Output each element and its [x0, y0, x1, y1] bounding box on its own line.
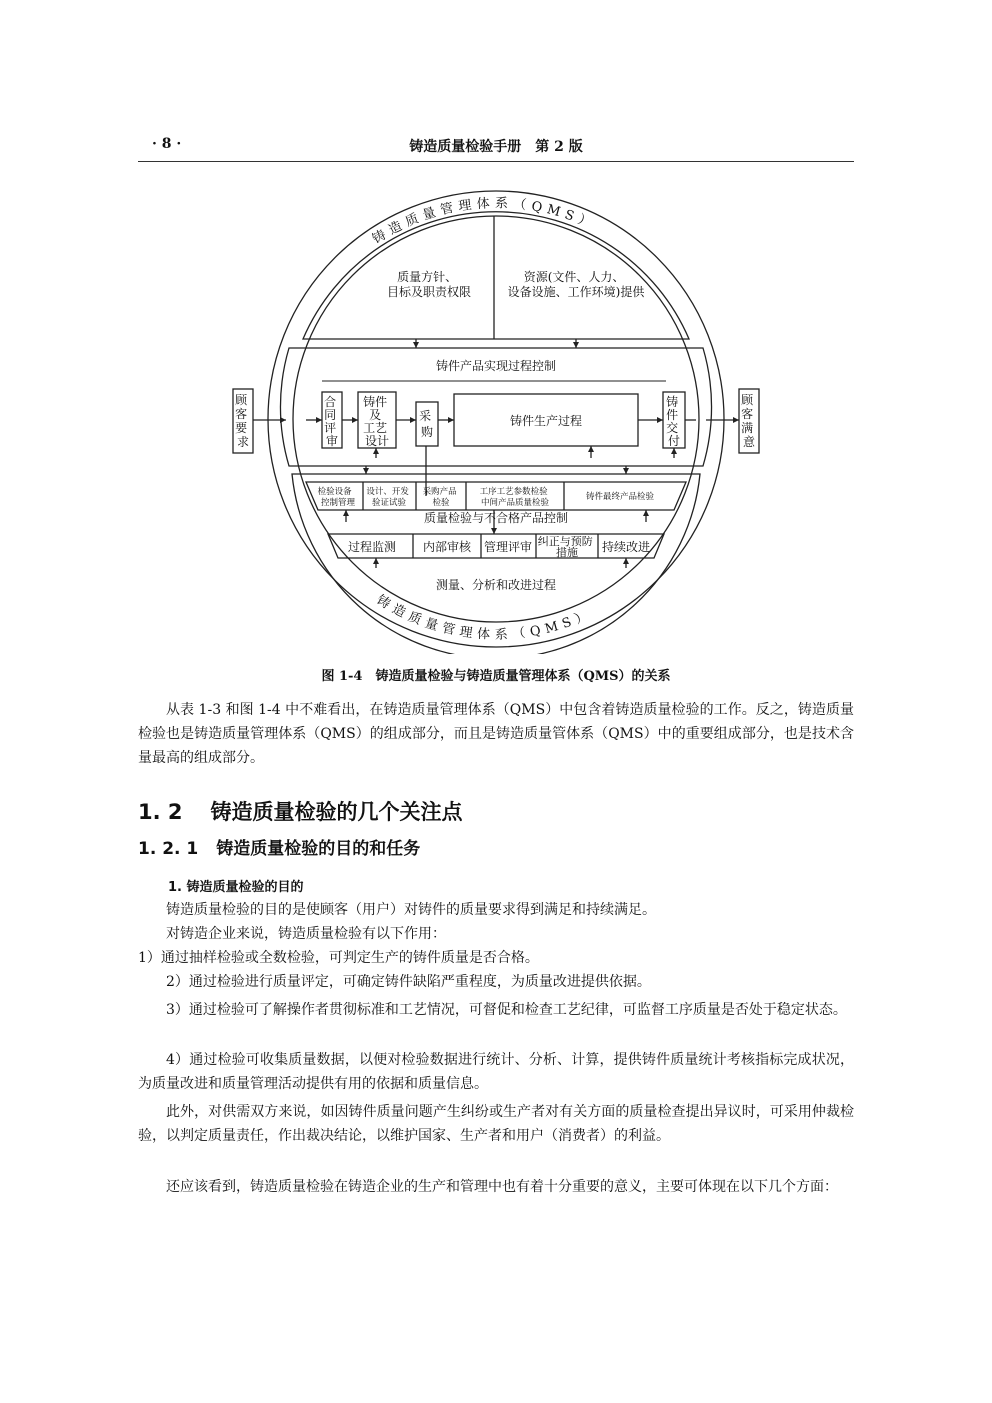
arrow-icon — [373, 558, 379, 564]
list-item: 1）通过抽样检验或全数检验，可判定生产的铸件质量是否合格。 — [138, 950, 539, 966]
page-number: · 8 · — [152, 136, 182, 152]
item-heading: 1. 铸造质量检验的目的 — [168, 880, 304, 895]
arrow-icon — [410, 417, 416, 423]
subsection-heading — [138, 834, 420, 859]
list-item: 2）通过检验进行质量评定，可确定铸件缺陷严重程度，为质量改进提供依据。 — [166, 974, 651, 990]
arrow-icon — [671, 448, 677, 454]
qc-label: 质量检验与不合格产品控制 — [423, 511, 569, 525]
ring-bottom-label: 铸造质量管理体系（QMS） — [373, 592, 596, 643]
inspection-cell-purchase: 采购产品 检验 — [422, 487, 457, 508]
section-title: 铸造质量检验的几个关注点 — [210, 800, 463, 824]
arrow-icon — [733, 417, 739, 423]
arrow-icon — [413, 342, 419, 348]
measure-cell-corrective-action: 纠正与预防 措施 — [537, 535, 593, 559]
process-step-production: 铸件生产过程 — [509, 414, 583, 428]
arrow-icon — [623, 468, 629, 474]
arrow-icon — [643, 510, 649, 516]
top-right-box-text: 资源(文件、人力、 设备设施、工作环境)提供 — [507, 270, 645, 299]
bottom-title: 测量、分析和改进过程 — [435, 578, 557, 592]
list-item: 3）通过检验可了解操作者贯彻标准和工艺情况，可督促和检查工艺纪律，可监督工序质量是否处于稳定状态。 — [166, 1002, 847, 1018]
arrow-icon — [373, 448, 379, 454]
arrow-icon — [448, 417, 454, 423]
measure-cell-internal-audit: 内部审核 — [422, 540, 472, 554]
arrow-icon — [343, 510, 349, 516]
inspection-cell-design: 设计、开发 验证试验 — [366, 487, 409, 508]
svg-text:铸造质量管理体系（QMS） — [374, 592, 595, 643]
measure-cell-continuous-improvement: 持续改进 — [601, 540, 651, 554]
top-left-box-text: 质量方针、 目标及职责权限 — [386, 270, 472, 299]
customer-requirements-label: 顾 客 要 求 — [235, 393, 250, 449]
process-step-purchase: 采 购 — [419, 409, 434, 439]
body-paragraph: 还应该看到，铸造质量检验在铸造企业的生产和管理中也有着十分重要的意义，主要可体现在以下几个方面： — [166, 1179, 838, 1195]
top-segment — [303, 212, 689, 339]
body-paragraph: 此外，对供需双方来说，如因铸件质量问题产生纠纷或生产者对有关方面的质量检查提出异议时，可采用仲裁检验，以判定质量责任，作出裁决结论，以维护国家、生产者和用户（消费者）的利益。 — [138, 1104, 854, 1144]
subsection-title: 铸造质量检验的目的和任务 — [216, 839, 421, 859]
customer-satisfaction-label: 顾 客 满 意 — [741, 393, 756, 449]
measure-cell-management-review: 管理评审 — [483, 540, 533, 554]
body-paragraph: 铸造质量检验的目的是使顾客（用户）对铸件的质量要求得到满足和持续满足。 — [166, 902, 656, 918]
list-item: 4）通过检验可收集质量数据，以便对检验数据进行统计、分析、计算，提供铸件质量统计考核指标完成状况，为质量改进和质量管理活动提供有用的依据和质量信息。 — [138, 1052, 854, 1092]
figure-caption: 图 1-4 铸造质量检验与铸造质量管理体系（QMS）的关系 — [321, 669, 671, 684]
process-step-contract-review: 合 同 评 审 — [324, 395, 339, 448]
svg-text:铸造质量管理体系（QMS） — [370, 195, 598, 247]
section-number: 1. 2 — [138, 800, 183, 824]
arrow-icon — [657, 417, 663, 423]
running-header-title: 铸造质量检验手册 第 2 版 — [409, 139, 583, 155]
qms-relationship-diagram — [226, 184, 776, 654]
process-step-design: 铸件 及 工艺 设计 — [363, 395, 390, 448]
arrow-icon — [491, 528, 497, 534]
subsection-number: 1. 2. 1 — [138, 839, 199, 859]
section-heading — [138, 796, 463, 826]
arrow-icon — [316, 417, 322, 423]
arrow-icon — [352, 417, 358, 423]
inspection-cell-process: 工序工艺参数检验 中间产品质量检验 — [479, 487, 550, 508]
body-paragraph: 对铸造企业来说，铸造质量检验有以下作用： — [166, 926, 446, 942]
arrow-icon — [573, 342, 579, 348]
process-step-delivery: 铸 件 交 付 — [666, 395, 681, 448]
arrow-icon — [588, 446, 594, 452]
arrow-icon — [623, 558, 629, 564]
measure-cell-monitoring: 过程监测 — [347, 540, 397, 554]
arrow-icon — [363, 468, 369, 474]
intro-paragraph: 从表 1-3 和图 1-4 中不难看出，在铸造质量管理体系（QMS）中包含着铸造质量检验的工作。反之，铸造质量检验也是铸造质量管理体系（QMS）的组成部分，而且是铸造质量管体系（QMS）中的重要组成部分，也是技术含量最高的组成部分。 — [138, 702, 854, 766]
inspection-cell-final: 铸件最终产品检验 — [585, 492, 655, 502]
middle-title: 铸件产品实现过程控制 — [435, 359, 557, 373]
arrow-icon — [280, 417, 286, 423]
header-rule — [138, 161, 854, 162]
inspection-cell-equipment: 检验设备 控制管理 — [317, 487, 356, 508]
ring-top-label: 铸造质量管理体系（QMS） — [370, 196, 598, 248]
